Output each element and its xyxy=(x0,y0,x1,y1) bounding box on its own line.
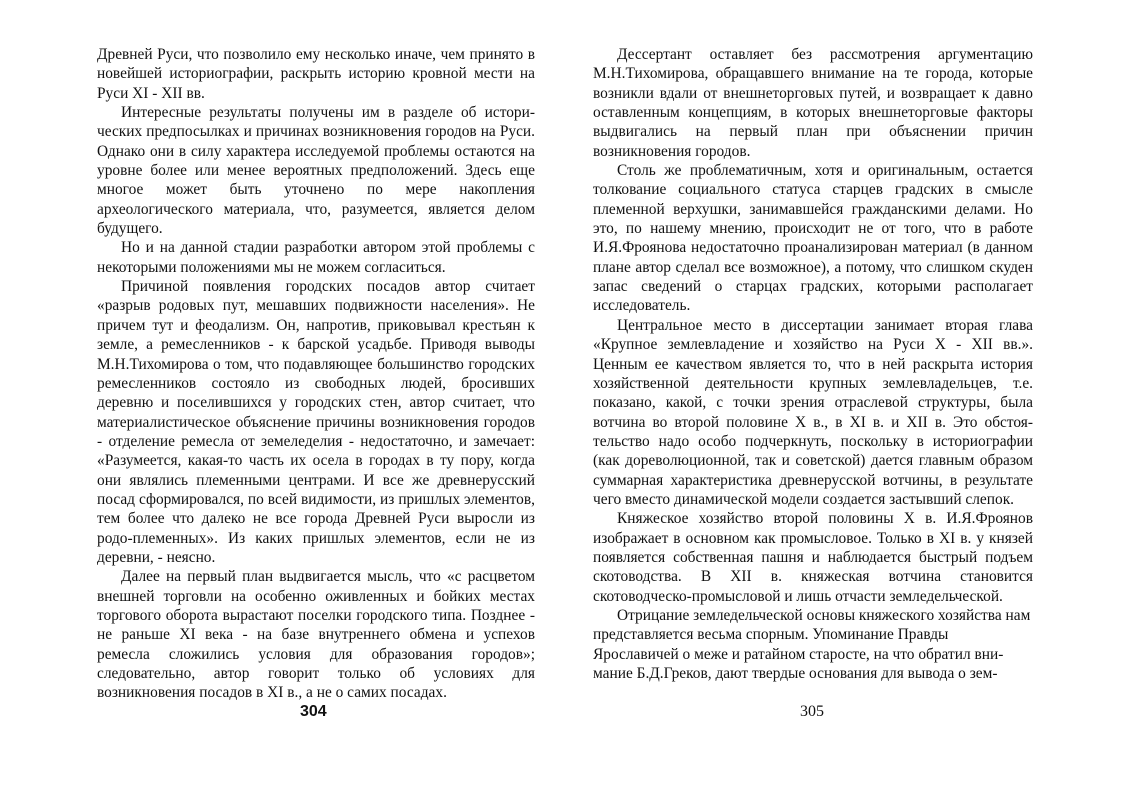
left-paragraph-1: Древней Руси, что позволило ему несколько иначе, чем принято в новейшей историографии, раскрыть историю кровной мести на Руси XI - XII вв. xyxy=(97,46,535,102)
right-paragraph-5: Отрицание земледельческой основы княжеского хозяйства нам представляется весьма спорным. Упоминание Правды Ярославичей о меже и ратайном старосте, на что обратил внимание Б.Д.Греков, дают твердые основания для вывода о зем- xyxy=(593,606,1031,682)
right-paragraph-2: Столь же проблематичным, хотя и оригинальным, остается толкование социального статуса старцев градских в смысле племенной верхушки, занимавшейся гражданскими делами. Но это, по нашему мнению, происходит не от того, что в работе И.Я.Фроянова недостаточно проанализирован материал (в данном плане автор сделал все возможное), а потому, что слишком скуден запас сведений о старцах градских, которыми располагает исследователь. xyxy=(593,162,1033,315)
left-paragraph-5: Далее на первый план выдвигается мысль, что «с расцветом внешней торговли на особенно оживленных и бойких местах торгового оборота вырастают поселки городского типа. Позднее - не раньше XI века - на базе внутреннего обмена и успехов ремесла сложились условия для образования городов»; следовательно, автор говорит только об условиях для возникновения посадов в XI в., а не о самих посадах. xyxy=(97,568,535,702)
right-paragraph-1: Дессертант оставляет без рассмотрения аргументацию М.Н.Тихомирова, обращавшего внимание на те города, которые возникли вдали от внешнеторговых путей, и возвращает к давно оставленным концепциям, в которых внешнеторговые факторы выдвигались на первый план при объяснении причин возникновения городов. xyxy=(593,46,1033,160)
right-paragraph-3: Центральное место в диссертации занимает вторая глава «Крупное землевладение и хозяйство на Руси X - XII вв.». Ценным ее качеством является то, что в ней раскрыта история хозяйственной деятельности крупных землевладельцев, т.е. показано, какой, с точки зрения отраслевой структуры, была вотчина во второй половине X в., в XI в. и XII в. Это обстоятельство надо особо подчеркнуть, поскольку в историографии (как дореволюционной, так и советской) дается главным образом суммарная характеристика древнерусской вотчины, в результате чего вместо динамической модели создается застывший слепок. xyxy=(593,316,1033,508)
left-paragraph-2: Интересные результаты получены им в разделе об исторических предпосылках и причинах возникновения городов на Руси. Однако они в силу характера исследуемой проблемы остаются на уровне более или менее вероятных предположений. Здесь еще многое может быть уточнено по мере накопления археологического материала, что, разумеется, является делом будущего. xyxy=(97,104,535,238)
left-paragraph-4: Причиной появления городских посадов автор считает «разрыв родовых пут, мешавших подвижности населения». Не причем тут и феодализм. Он, напротив, приковывал крестьян к земле, а ремесленников - к барской усадьбе. Приводя выводы М.Н.Тихомирова о том, что подавляющее большинство городских ремесленников состояло из свободных людей, бросивших деревню и поселившихся у городских стен, автор считает, что материалистическое объяснение причины возникновения городов - отделение ремесла от земеледелия - недостаточно, и замечает: «Разумеется, какая-то часть их осела в городах в ту пору, когда они являлись племенными центрами. И все же древнерусский посад сформировался, по всей видимости, из пришлых элементов, тем более что далеко не все города Древней Руси выросли из родо-племенных». Из каких пришлых элементов, если не из деревни, - неясно. xyxy=(97,278,535,566)
right-page-text xyxy=(593,45,1033,683)
left-page-text xyxy=(97,45,535,703)
right-paragraph-4: Княжеское хозяйство второй половины X в. И.Я.Фроянов изображает в основном как промысловое. Только в XI в. у князей появляется собственная пашня и наблюдается быстрый подъем скотоводства. В XII в. княжеская вотчина становится скотоводческо-промысловой и лишь отчасти земледельческой. xyxy=(593,510,1033,605)
left-paragraph-3: Но и на данной стадии разработки автором этой проблемы с некоторыми положениями мы не можем согласиться. xyxy=(97,239,535,276)
left-page-number: 304 xyxy=(300,703,327,720)
right-page-number: 305 xyxy=(800,703,824,720)
